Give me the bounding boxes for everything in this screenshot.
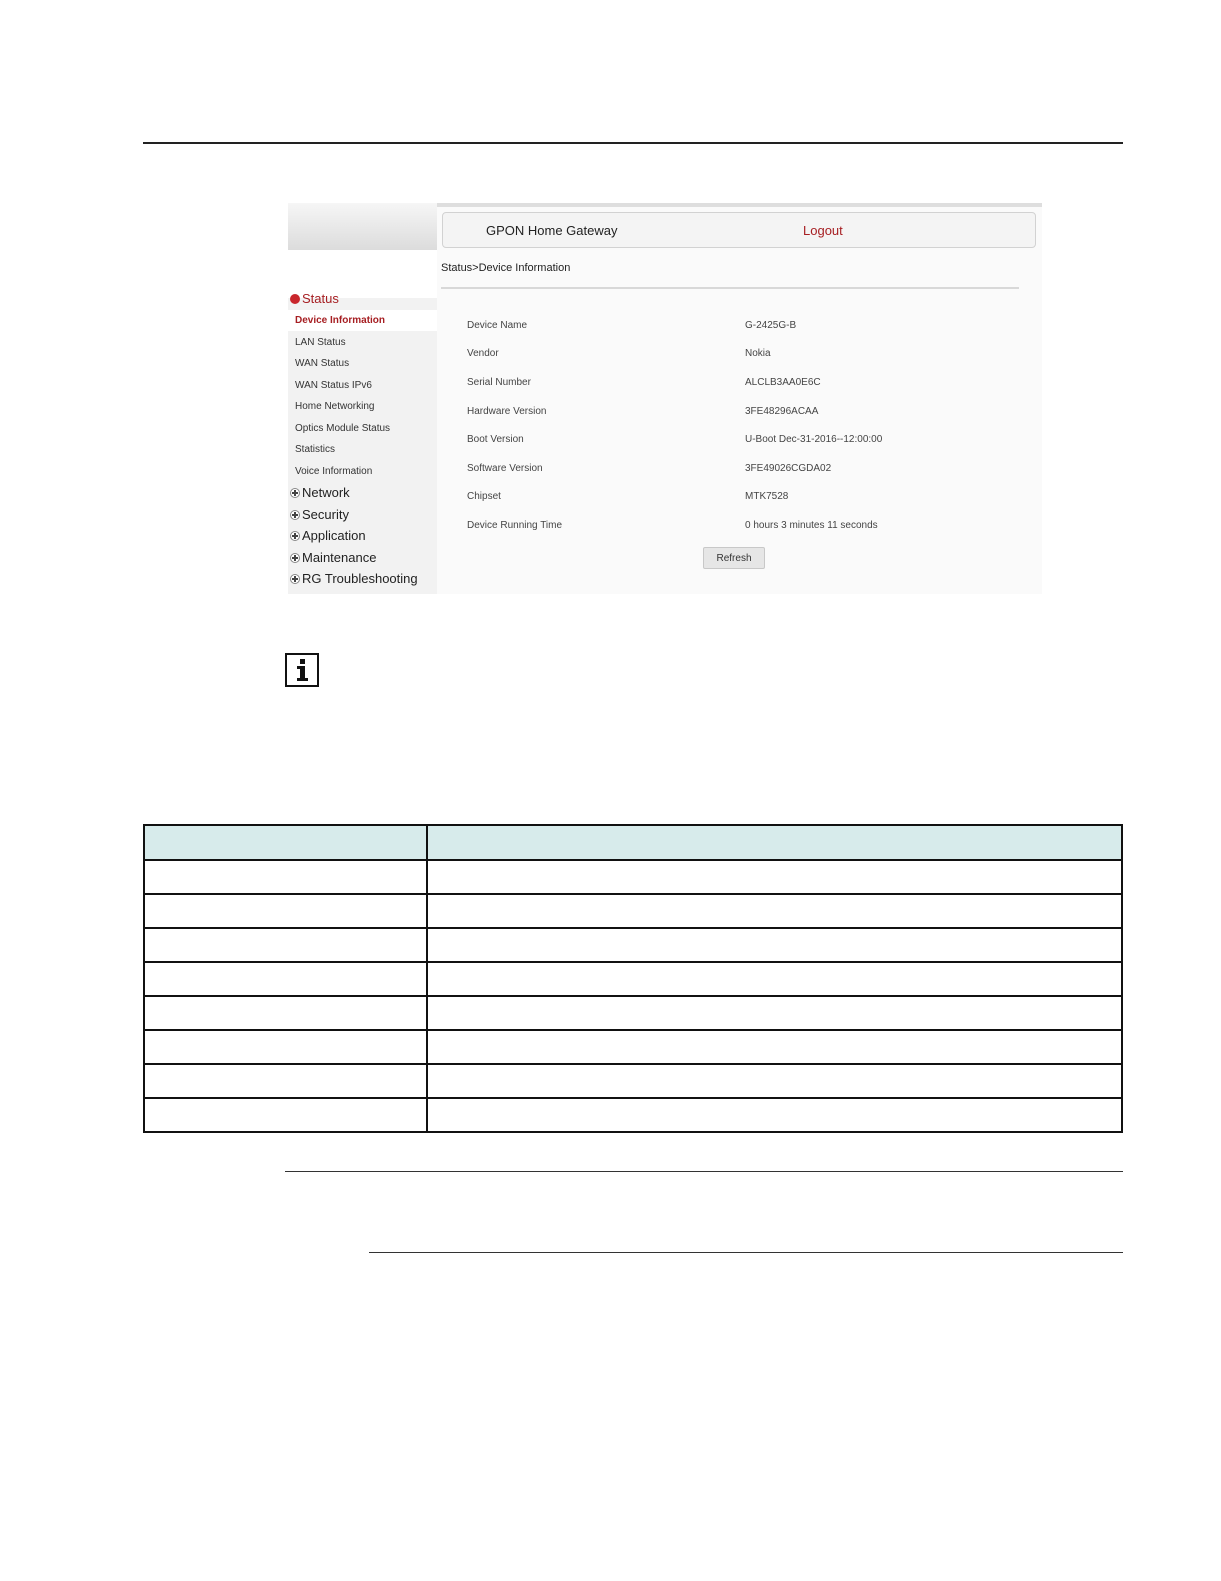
menu-security-label: Security	[302, 507, 349, 522]
table-cell	[427, 996, 1122, 1030]
table-row	[144, 1098, 1122, 1132]
parameter-table	[143, 824, 1123, 1133]
topbar-strip	[437, 203, 1042, 207]
menu-network[interactable]	[290, 485, 350, 500]
serial-number-label: Serial Number	[467, 377, 531, 388]
table-cell	[144, 894, 427, 928]
expand-icon	[290, 510, 300, 520]
boot-version-value: U-Boot Dec-31-2016--12:00:00	[745, 434, 883, 445]
menu-device-information[interactable]: Device Information	[295, 315, 386, 326]
section-rule	[369, 1252, 1123, 1253]
menu-statistics[interactable]: Statistics	[295, 444, 336, 455]
sidebar	[288, 203, 437, 594]
table-cell	[427, 1098, 1122, 1132]
hardware-version-value: 3FE48296ACAA	[745, 406, 819, 417]
table-cell	[427, 860, 1122, 894]
info-icon	[285, 653, 319, 687]
chipset-label: Chipset	[467, 491, 501, 502]
running-time-label: Device Running Time	[467, 520, 563, 531]
table-cell	[427, 928, 1122, 962]
main-panel	[437, 203, 1042, 594]
menu-rg-troubleshooting[interactable]	[290, 571, 418, 586]
table-cell	[427, 894, 1122, 928]
menu-status[interactable]	[290, 291, 339, 306]
expand-icon	[290, 574, 300, 584]
table-cell	[144, 928, 427, 962]
table-row	[144, 1030, 1122, 1064]
table-row	[144, 962, 1122, 996]
vendor-label: Vendor	[467, 348, 499, 359]
expand-icon	[290, 553, 300, 563]
menu-maintenance[interactable]	[290, 550, 376, 565]
serial-number-value: ALCLB3AA0E6C	[745, 377, 821, 388]
menu-wan-status-ipv6[interactable]: WAN Status IPv6	[295, 380, 372, 391]
info-icon-base	[297, 678, 308, 681]
boot-version-label: Boot Version	[467, 434, 524, 445]
table-row	[144, 894, 1122, 928]
info-icon-dot	[300, 659, 305, 664]
device-name-value: G-2425G-B	[745, 320, 797, 331]
menu-application-label: Application	[302, 528, 366, 543]
refresh-button[interactable]: Refresh	[703, 547, 765, 569]
section-rule	[285, 1171, 1123, 1172]
vendor-value: Nokia	[745, 348, 771, 359]
menu-security[interactable]	[290, 507, 349, 522]
table-cell	[427, 1064, 1122, 1098]
breadcrumb: Status>Device Information	[441, 262, 571, 274]
hardware-version-label: Hardware Version	[467, 406, 547, 417]
software-version-label: Software Version	[467, 463, 543, 474]
expand-icon	[290, 488, 300, 498]
menu-status-label: Status	[302, 291, 339, 306]
topbar	[442, 212, 1036, 248]
device-name-label: Device Name	[467, 320, 528, 331]
table-header-cell	[427, 825, 1122, 860]
table-row	[144, 1064, 1122, 1098]
logout-link[interactable]: Logout	[803, 223, 843, 238]
gateway-screenshot	[288, 203, 1042, 594]
menu-network-label: Network	[302, 485, 350, 500]
expand-icon	[290, 531, 300, 541]
table-cell	[144, 860, 427, 894]
table-cell	[144, 1030, 427, 1064]
menu-lan-status[interactable]: LAN Status	[295, 337, 346, 348]
header-rule	[143, 142, 1123, 144]
sidebar-header	[288, 203, 437, 250]
breadcrumb-rule	[441, 287, 1019, 289]
menu-optics-module-status[interactable]: Optics Module Status	[295, 423, 391, 434]
table-cell	[427, 962, 1122, 996]
table-row	[144, 860, 1122, 894]
table-cell	[144, 962, 427, 996]
table-cell	[144, 1064, 427, 1098]
table-header-cell	[144, 825, 427, 860]
table-row	[144, 928, 1122, 962]
running-time-value: 0 hours 3 minutes 11 seconds	[745, 520, 878, 531]
menu-maintenance-label: Maintenance	[302, 550, 377, 565]
menu-home-networking[interactable]: Home Networking	[295, 401, 375, 412]
menu-rg-troubleshooting-label: RG Troubleshooting	[302, 571, 418, 586]
table-cell	[427, 1030, 1122, 1064]
table-row	[144, 996, 1122, 1030]
gateway-title: GPON Home Gateway	[486, 223, 618, 238]
software-version-value: 3FE49026CGDA02	[745, 463, 832, 474]
collapse-icon	[290, 294, 300, 304]
table-header-row	[144, 825, 1122, 860]
table-cell	[144, 996, 427, 1030]
table-cell	[144, 1098, 427, 1132]
menu-voice-information[interactable]: Voice Information	[295, 466, 373, 477]
menu-application[interactable]	[290, 528, 366, 543]
menu-wan-status[interactable]: WAN Status	[295, 358, 350, 369]
chipset-value: MTK7528	[745, 491, 789, 502]
